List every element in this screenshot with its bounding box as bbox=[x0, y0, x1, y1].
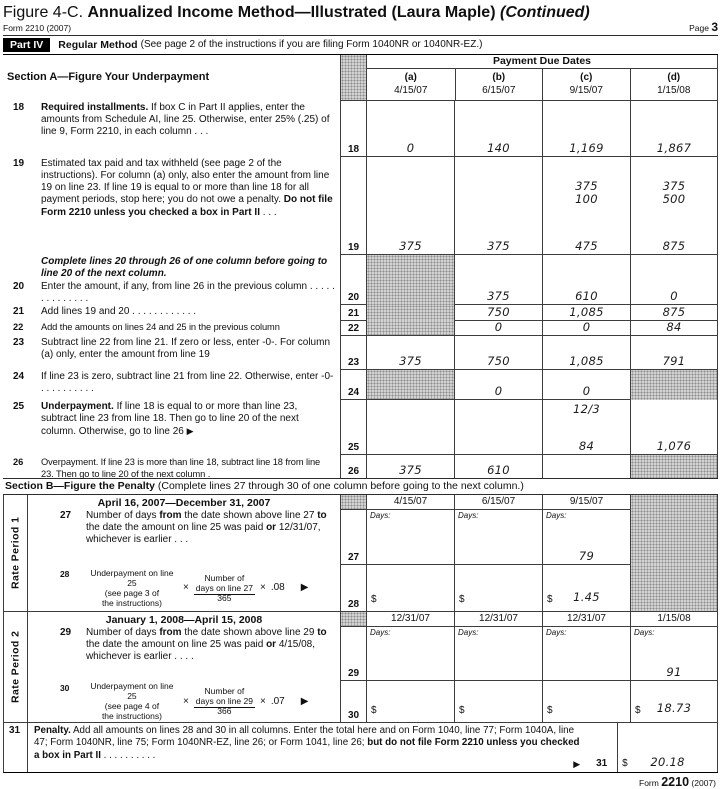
cell-30a: $ bbox=[366, 681, 454, 722]
cell-23b: 750 bbox=[454, 336, 542, 370]
dollar-sign: $ bbox=[622, 757, 628, 769]
line29-number: 29 bbox=[59, 626, 72, 638]
complete-lines-instruction: Complete lines 20 through 26 of one column before going to line 20 of the next column. bbox=[41, 255, 328, 279]
line21-text: Add lines 19 and 20 . . . . . . . . . . . . bbox=[41, 305, 197, 317]
line24-text: If line 23 is zero, subtract line 21 from line 22. Otherwise, enter -0- . . . . . . . . . . bbox=[41, 370, 334, 394]
line19-text: Estimated tax paid and tax withheld (see page 2 of the instructions). For column (a) only, also enter the amount from line 19 on line 23. If line 19 is equal to or more than line 18 for all payment periods, stop here; you do not owe a penalty. bbox=[41, 157, 330, 206]
line18-numbox: 18 bbox=[340, 101, 366, 157]
line31-dots: . . . . . . . . . . bbox=[100, 749, 156, 761]
line26-row bbox=[3, 455, 718, 478]
right-arrow-icon: ▶ bbox=[573, 758, 581, 769]
line20-numbox: 20 bbox=[340, 255, 366, 305]
column-a-header: (a) 4/15/07 bbox=[367, 69, 455, 101]
line23-numbox: 23 bbox=[340, 336, 366, 370]
cell-21c: 1,085 bbox=[542, 305, 630, 321]
line18-number: 18 bbox=[13, 101, 25, 113]
column-c-header: (c) 9/15/07 bbox=[542, 69, 630, 101]
line27-grid-row bbox=[340, 510, 718, 565]
line25-text: If line 18 is equal to or more than line 23, subtract line 23 from line 18. Then go to line 20 of the next column. Otherwise, go to line 26 bbox=[41, 400, 299, 438]
line23-number: 23 bbox=[13, 336, 25, 348]
line20-desc bbox=[3, 255, 340, 305]
line23-desc bbox=[3, 336, 340, 370]
line19-dots: . . . bbox=[259, 206, 277, 218]
shaded-cell bbox=[630, 565, 718, 611]
cell-30c: $ bbox=[542, 681, 630, 722]
shaded-cell bbox=[366, 255, 454, 305]
cell-19d-stacked-entries: 375 500 bbox=[662, 178, 686, 206]
shaded-cell bbox=[340, 495, 366, 510]
line21-numbox: 21 bbox=[340, 305, 366, 321]
line31-bold-lead: Penalty. bbox=[33, 724, 71, 736]
cell-25d: 1,076 bbox=[630, 400, 718, 455]
rp2-date-d: 1/15/08 bbox=[630, 612, 718, 627]
line20-text: Enter the amount, if any, from line 26 in the previous column . . . . . . . . . . . . . . bbox=[41, 281, 335, 305]
line31-number: 31 bbox=[4, 723, 28, 772]
line18-desc bbox=[3, 101, 340, 157]
line19-desc bbox=[3, 157, 340, 255]
form-meta-row bbox=[3, 22, 718, 33]
line26-numbox: 26 bbox=[340, 455, 366, 478]
shaded-cell bbox=[630, 510, 718, 565]
cell-23d: 791 bbox=[630, 336, 718, 370]
cell-19a: 375 bbox=[366, 157, 454, 255]
cell-27a: Days: bbox=[366, 510, 454, 565]
line28-number: 28 bbox=[59, 568, 70, 579]
footer-form-number: 2210 bbox=[661, 774, 690, 789]
cell-24b: 0 bbox=[454, 370, 542, 400]
line30-numbox: 30 bbox=[340, 681, 366, 722]
line19-row bbox=[3, 157, 718, 255]
line19-bold: Do not file Form 2210 unless you checked a box in Part II bbox=[41, 194, 333, 218]
line30-number: 30 bbox=[59, 682, 70, 693]
rp2-date-c: 12/31/07 bbox=[542, 612, 630, 627]
footer-form-year: (2007) bbox=[691, 777, 716, 788]
line27-desc: 27 Number of days from the date shown above line 27 to the date the amount on line 25 was paid or 12/31/07, whichever is earlier . . . bbox=[59, 509, 327, 546]
rate-period-2-grid bbox=[340, 612, 718, 722]
cell-25b bbox=[454, 400, 542, 455]
line21-number: 21 bbox=[13, 305, 25, 317]
line31-text: Add all amounts on lines 28 and 30 in all columns. Enter the total here and on Form 1040, line 77; Form 1040A, line 47; Form 1040NR, line 75; Form 1040NR-EZ, line 26; or Form 1041, line 26; bbox=[33, 724, 575, 749]
rp1-date-row bbox=[340, 495, 718, 510]
cell-20b: 375 bbox=[454, 255, 542, 305]
shaded-cell bbox=[630, 370, 718, 400]
rate-period-1-label-cell bbox=[4, 495, 28, 611]
line30-underpayment-label: Underpayment on line 25 (see page 4 of the instructions) bbox=[90, 681, 174, 721]
rate-period-2-label-cell bbox=[4, 612, 28, 722]
cell-19c-stacked-entries: 375 100 bbox=[575, 178, 598, 206]
part4-note: (See page 2 of the instructions if you are filing Form 1040NR or 1040NR-EZ.) bbox=[140, 39, 483, 50]
line22-number: 22 bbox=[13, 321, 24, 332]
line25-number: 25 bbox=[13, 400, 25, 412]
line22-numbox: 22 bbox=[340, 321, 366, 336]
cell-21b: 750 bbox=[454, 305, 542, 321]
cell-26b: 610 bbox=[454, 455, 542, 478]
line30-formula bbox=[28, 681, 340, 722]
shaded-cell bbox=[630, 455, 718, 478]
right-arrow-icon: ▶ bbox=[300, 695, 309, 707]
line20-number: 20 bbox=[13, 281, 25, 293]
shaded-cell bbox=[366, 321, 454, 336]
line22-text: Add the amounts on lines 24 and 25 in the previous column bbox=[41, 321, 280, 332]
page-indicator: Page 3 bbox=[689, 20, 718, 34]
line28-underpayment-label: Underpayment on line 25 (see page 3 of the instructions) bbox=[90, 567, 174, 608]
rp2-date-b: 12/31/07 bbox=[454, 612, 542, 627]
cell-30b: $ bbox=[454, 681, 542, 722]
line18-row bbox=[3, 101, 718, 157]
cell-31-penalty bbox=[618, 723, 718, 772]
line21-desc bbox=[3, 305, 340, 321]
form-id: Form 2210 (2007) bbox=[3, 23, 72, 33]
line24-numbox: 24 bbox=[340, 370, 366, 400]
line24-row bbox=[3, 370, 718, 400]
line28-fraction: Number of days on line 27 365 bbox=[195, 572, 253, 603]
cell-22d: 84 bbox=[630, 321, 718, 336]
footer-form-word: Form bbox=[639, 777, 659, 788]
cell-28c: $ 1.45 bbox=[542, 565, 630, 611]
cell-20c: 610 bbox=[542, 255, 630, 305]
line28-formula bbox=[28, 565, 340, 611]
line19-number: 19 bbox=[13, 157, 25, 169]
line30-rate: .07 bbox=[270, 695, 285, 707]
cell-25c: 12/3 84 bbox=[542, 400, 630, 455]
line18-text: If box C in Part II applies, enter the amounts from Schedule AI, line 25. Otherwise, enter 25% (.25) of line 9, Form 2210, in each column . . . bbox=[41, 101, 330, 138]
part4-bar bbox=[3, 35, 718, 55]
rp1-date-b: 6/15/07 bbox=[454, 495, 542, 510]
cell-24c: 0 bbox=[542, 370, 630, 400]
cell-19b: 375 bbox=[454, 157, 542, 255]
rate-period-2-desc bbox=[28, 612, 340, 722]
rp1-date-a: 4/15/07 bbox=[366, 495, 454, 510]
cell-29c: Days: bbox=[542, 627, 630, 681]
figure-title bbox=[3, 3, 718, 22]
multiply-sign: × bbox=[259, 695, 266, 707]
cell-28b: $ bbox=[454, 565, 542, 611]
shaded-cell bbox=[340, 612, 366, 627]
cell-23c: 1,085 bbox=[542, 336, 630, 370]
line28-numbox: 28 bbox=[340, 565, 366, 611]
cell-18d: 1,867 bbox=[630, 101, 718, 157]
line30-grid-row bbox=[340, 681, 718, 722]
line25-numbox: 25 bbox=[340, 400, 366, 455]
cell-29b: Days: bbox=[454, 627, 542, 681]
payment-date-note: 12/3 bbox=[572, 401, 601, 416]
column-d-header: (d) 1/15/08 bbox=[630, 69, 718, 101]
cell-21d: 875 bbox=[630, 305, 718, 321]
line29-numbox: 29 bbox=[340, 627, 366, 681]
sectionA-header bbox=[3, 55, 718, 101]
rate-period-1-desc bbox=[28, 495, 340, 611]
column-b-header: (b) 6/15/07 bbox=[455, 69, 543, 101]
line22-row bbox=[3, 321, 718, 336]
line24-desc bbox=[3, 370, 340, 400]
cell-25a bbox=[366, 400, 454, 455]
part4-name: Regular Method bbox=[58, 38, 138, 51]
line26-number: 26 bbox=[13, 456, 24, 467]
line24-number: 24 bbox=[13, 370, 25, 382]
cell-20d: 0 bbox=[630, 255, 718, 305]
rp1-date-c: 9/15/07 bbox=[542, 495, 630, 510]
rp2-date-row bbox=[340, 612, 718, 627]
rate-period-2-label: Rate Period 2 bbox=[9, 630, 22, 703]
part4-badge: Part IV bbox=[3, 38, 50, 52]
shaded-cell bbox=[366, 305, 454, 321]
cell-22b: 0 bbox=[454, 321, 542, 336]
line27-numbox: 27 bbox=[340, 510, 366, 565]
line31-row bbox=[3, 723, 718, 773]
line23-row bbox=[3, 336, 718, 370]
rate-period-1-label: Rate Period 1 bbox=[9, 516, 22, 589]
line23-text: Subtract line 22 from line 21. If zero or less, enter -0-. For column (a) only, enter the amount from line 19 bbox=[41, 336, 331, 360]
line27-number: 27 bbox=[59, 509, 72, 521]
cell-18a: 0 bbox=[366, 101, 454, 157]
line25-desc bbox=[3, 400, 340, 455]
line25-row bbox=[3, 400, 718, 455]
line30-fraction: Number of days on line 29 366 bbox=[195, 686, 253, 716]
cell-27c: Days: 79 bbox=[542, 510, 630, 565]
cell-26c bbox=[542, 455, 630, 478]
rate-period-1-grid bbox=[340, 495, 718, 611]
figure-label: Figure 4-C. bbox=[3, 4, 84, 21]
shaded-cell bbox=[630, 495, 718, 510]
payment-due-dates-label: Payment Due Dates bbox=[367, 55, 717, 69]
rate-period-2-block bbox=[3, 612, 718, 723]
right-arrow-icon: ▶ bbox=[300, 582, 309, 593]
right-arrow-icon: ▶ bbox=[186, 426, 194, 437]
multiply-sign: × bbox=[182, 695, 189, 707]
rate-period-1-block bbox=[3, 495, 718, 612]
line25-bold: Underpayment. bbox=[41, 400, 114, 412]
sectionB-title: Section B—Figure the Penalty bbox=[5, 480, 155, 492]
sectionA-title: Section A—Figure Your Underpayment bbox=[7, 71, 210, 84]
cell-27b: Days: bbox=[454, 510, 542, 565]
line21-row bbox=[3, 305, 718, 321]
sectionB-title-note: (Complete lines 27 through 30 of one column before going to the next column.) bbox=[154, 480, 524, 492]
penalty-total: 20.18 bbox=[650, 754, 685, 769]
cell-18b: 140 bbox=[454, 101, 542, 157]
shaded-cell bbox=[340, 55, 366, 101]
cell-18c: 1,169 bbox=[542, 101, 630, 157]
cell-30d: $ 18.73 bbox=[630, 681, 718, 722]
line31-numbox: 31 bbox=[586, 723, 618, 772]
line20-row bbox=[3, 255, 718, 305]
line31-desc bbox=[28, 723, 586, 772]
line29-grid-row bbox=[340, 627, 718, 681]
multiply-sign: × bbox=[259, 582, 266, 593]
line29-desc: 29 Number of days from the date shown above line 29 to the date the amount on line 25 was paid or 4/15/08, whichever is earlier . . . . bbox=[59, 626, 327, 663]
cell-22c: 0 bbox=[542, 321, 630, 336]
line28-grid-row bbox=[340, 565, 718, 611]
line26-desc bbox=[3, 455, 340, 478]
payment-due-dates-header bbox=[366, 55, 718, 101]
shaded-cell bbox=[366, 370, 454, 400]
cell-28a: $ bbox=[366, 565, 454, 611]
line28-rate: .08 bbox=[270, 582, 285, 593]
rp2-date-a: 12/31/07 bbox=[366, 612, 454, 627]
figure-title-main: Annualized Income Method—Illustrated (Laura Maple) bbox=[87, 4, 496, 21]
line26-text: Overpayment. If line 23 is more than line 18, subtract line 18 from line 23. Then go to line 20 of the next column . bbox=[41, 456, 321, 479]
cell-29d: Days: 91 bbox=[630, 627, 718, 681]
cell-19d: 375 500 875 bbox=[630, 157, 718, 255]
line19-numbox: 19 bbox=[340, 157, 366, 255]
line22-desc bbox=[3, 321, 340, 336]
cell-26a: 375 bbox=[366, 455, 454, 478]
cell-23a: 375 bbox=[366, 336, 454, 370]
cell-29a: Days: bbox=[366, 627, 454, 681]
rate-period-1-range: April 16, 2007—December 31, 2007 bbox=[97, 496, 271, 509]
line18-bold: Required installments. bbox=[41, 101, 149, 113]
multiply-sign: × bbox=[182, 582, 189, 593]
form-footer bbox=[3, 773, 718, 789]
cell-19c: 375 100 475 bbox=[542, 157, 630, 255]
rate-period-2-range: January 1, 2008—April 15, 2008 bbox=[105, 613, 263, 626]
figure-title-continued: (Continued) bbox=[499, 4, 590, 21]
line31-bold-end: but do not file Form 2210 unless you checked a box in Part II bbox=[33, 737, 580, 761]
